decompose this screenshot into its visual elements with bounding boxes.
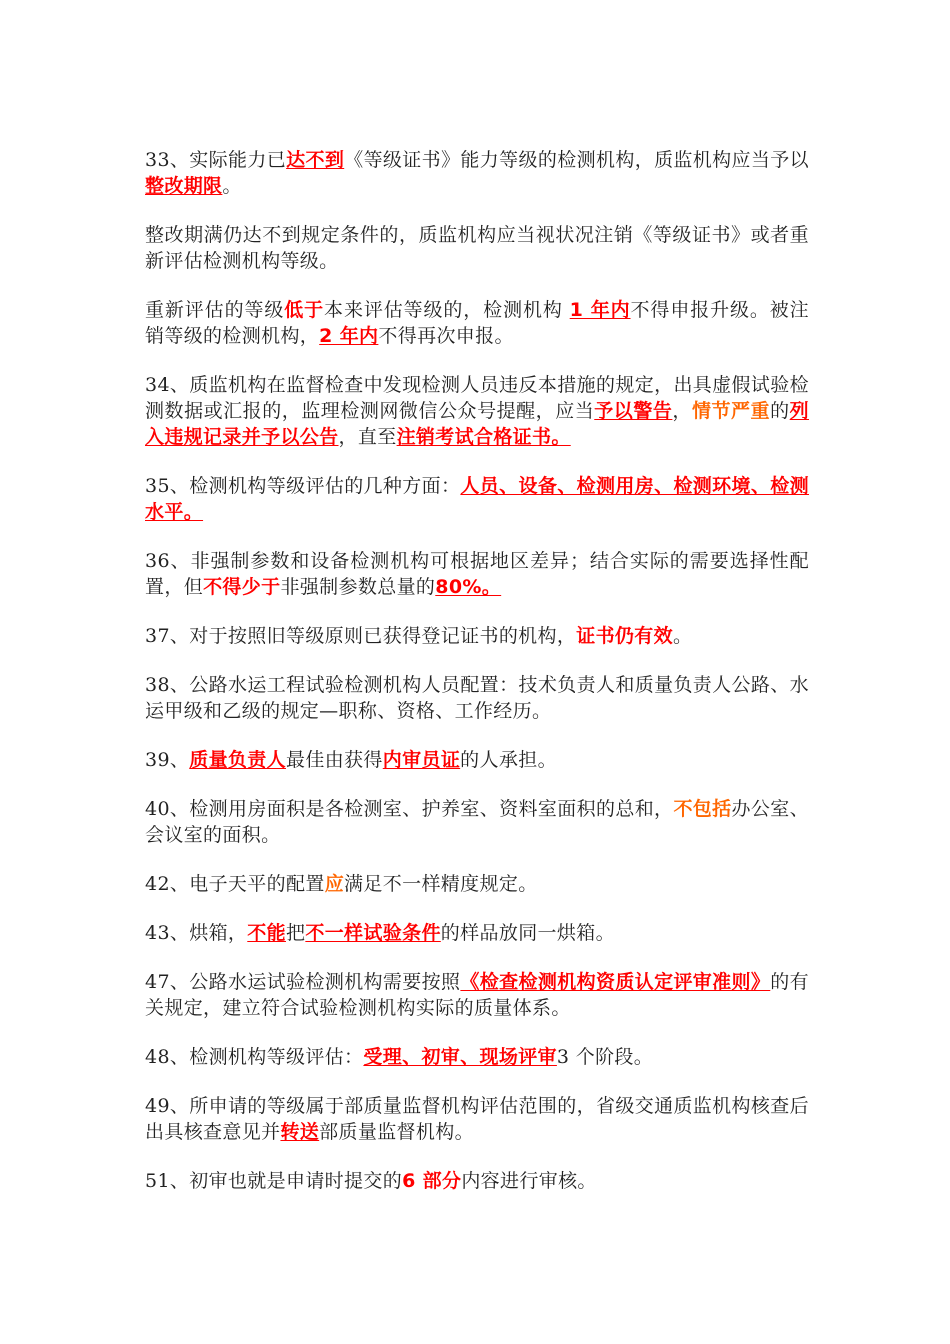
text-run: 《等级证书》能力等级的检测机构，质监机构应当予以 bbox=[344, 149, 809, 171]
highlighted-term: 内审员证 bbox=[382, 749, 461, 771]
highlighted-term: 80%。 bbox=[435, 576, 502, 598]
highlighted-term: 人员、设备、检测用房、检测环境、检测水平。 bbox=[145, 475, 809, 523]
text-run: ， bbox=[672, 400, 692, 422]
paragraph bbox=[145, 969, 809, 1021]
text-run: 办公室、会议室的面积。 bbox=[145, 798, 809, 846]
text-run: 48、检测机构等级评估： bbox=[145, 1046, 364, 1068]
paragraph bbox=[145, 473, 809, 525]
paragraph bbox=[145, 623, 809, 649]
text-run: 把 bbox=[285, 922, 306, 944]
paragraph bbox=[145, 222, 809, 274]
text-run: 。 bbox=[222, 175, 242, 197]
paragraph bbox=[145, 871, 809, 897]
paragraph bbox=[145, 1093, 809, 1145]
paragraph bbox=[145, 672, 809, 724]
highlighted-term: 列入违规记录并予以公告 bbox=[145, 400, 809, 448]
highlighted-term: 予以警告 bbox=[594, 400, 673, 422]
paragraph bbox=[145, 747, 809, 773]
highlighted-term: 情节严重 bbox=[691, 400, 771, 422]
highlighted-term: 2 年内 bbox=[319, 325, 379, 347]
highlighted-term: 不得少于 bbox=[203, 576, 281, 598]
text-run: 部质量监督机构。 bbox=[319, 1121, 474, 1143]
text-run: 37、对于按照旧等级原则已获得登记证书的机构， bbox=[145, 625, 577, 647]
text-run: 40、检测用房面积是各检测室、护养室、资料室面积的总和， bbox=[145, 798, 674, 820]
paragraph bbox=[145, 548, 809, 600]
text-run: 47、公路水运试验检测机构需要按照 bbox=[145, 971, 461, 993]
text-run: 不得申报升级。被注销等级的检测机构， bbox=[145, 299, 810, 347]
highlighted-term: 整改期限 bbox=[145, 175, 223, 197]
paragraph bbox=[145, 920, 809, 946]
text-run: 整改期满仍达不到规定条件的，质监机构应当视状况注销《等级证书》或者重新评估检测机构等级。 bbox=[145, 224, 809, 272]
paragraph bbox=[145, 372, 809, 450]
highlighted-term: 质量负责人 bbox=[189, 749, 286, 771]
text-run: 的有关规定，建立符合试验检测机构实际的质量体系。 bbox=[145, 971, 809, 1019]
text-run: 重新评估的等级 bbox=[145, 299, 285, 321]
text-run: 43、烘箱， bbox=[145, 922, 248, 944]
highlighted-term: 转送 bbox=[280, 1121, 320, 1143]
highlighted-term: 不能 bbox=[247, 922, 286, 944]
highlighted-term: 注销考试合格证书。 bbox=[396, 426, 571, 448]
highlighted-term: 1 年内 bbox=[569, 299, 631, 321]
text-run: 不得再次申报。 bbox=[378, 325, 514, 347]
text-run: 51、初审也就是申请时提交的 bbox=[145, 1170, 403, 1192]
text-run: 39、 bbox=[145, 749, 190, 771]
text-run: 。 bbox=[673, 625, 693, 647]
text-run: 满足不一样精度规定。 bbox=[344, 873, 538, 895]
text-run: 的 bbox=[770, 400, 790, 422]
text-run: 的样品放同一烘箱。 bbox=[440, 922, 615, 944]
paragraph bbox=[145, 1044, 809, 1070]
paragraph bbox=[145, 796, 809, 848]
paragraph bbox=[145, 147, 809, 199]
highlighted-term: 应 bbox=[324, 873, 345, 895]
paragraph bbox=[145, 1168, 809, 1194]
text-run: 34、质监机构在监督检查中发现检测人员违反本措施的规定，出具虚假试验检测数据或汇报的，监理检测网微信公众号提醒，应当 bbox=[145, 374, 809, 422]
text-run: 42、电子天平的配置 bbox=[145, 873, 325, 895]
text-run: 内容进行审核。 bbox=[461, 1170, 597, 1192]
highlighted-term: 受理、初审、现场评审 bbox=[363, 1046, 557, 1068]
highlighted-term: 低于 bbox=[284, 299, 325, 321]
highlighted-term: 不包括 bbox=[673, 798, 732, 820]
text-run: 非强制参数总量的 bbox=[280, 576, 436, 598]
text-run: 的人承担。 bbox=[460, 749, 557, 771]
text-run: 本来评估等级的，检测机构 bbox=[324, 299, 570, 321]
text-run: 最佳由获得 bbox=[286, 749, 383, 771]
text-run: 36、非强制参数和设备检测机构可根据地区差异；结合实际的需要选择性配置，但 bbox=[145, 550, 809, 598]
highlighted-term: 达不到 bbox=[286, 149, 345, 171]
highlighted-term: 不一样试验条件 bbox=[305, 922, 441, 944]
highlighted-term: 证书仍有效 bbox=[576, 625, 673, 647]
text-run: 49、所申请的等级属于部质量监督机构评估范围的，省级交通质监机构核查后出具核查意见并 bbox=[145, 1095, 809, 1143]
text-run: ，直至 bbox=[338, 426, 397, 448]
highlighted-term: 6 部分 bbox=[402, 1170, 462, 1192]
text-run: 35、检测机构等级评估的几种方面： bbox=[145, 475, 461, 497]
paragraph bbox=[145, 297, 809, 349]
highlighted-term: 《检查检测机构资质认定评审准则》 bbox=[460, 971, 771, 993]
document-body bbox=[145, 147, 809, 1217]
text-run: 33、实际能力已 bbox=[145, 149, 287, 171]
text-run: 38、公路水运工程试验检测机构人员配置：技术负责人和质量负责人公路、水运甲级和乙级的规定—职称、资格、工作经历。 bbox=[145, 674, 809, 722]
text-run: 3 个阶段。 bbox=[556, 1046, 654, 1068]
